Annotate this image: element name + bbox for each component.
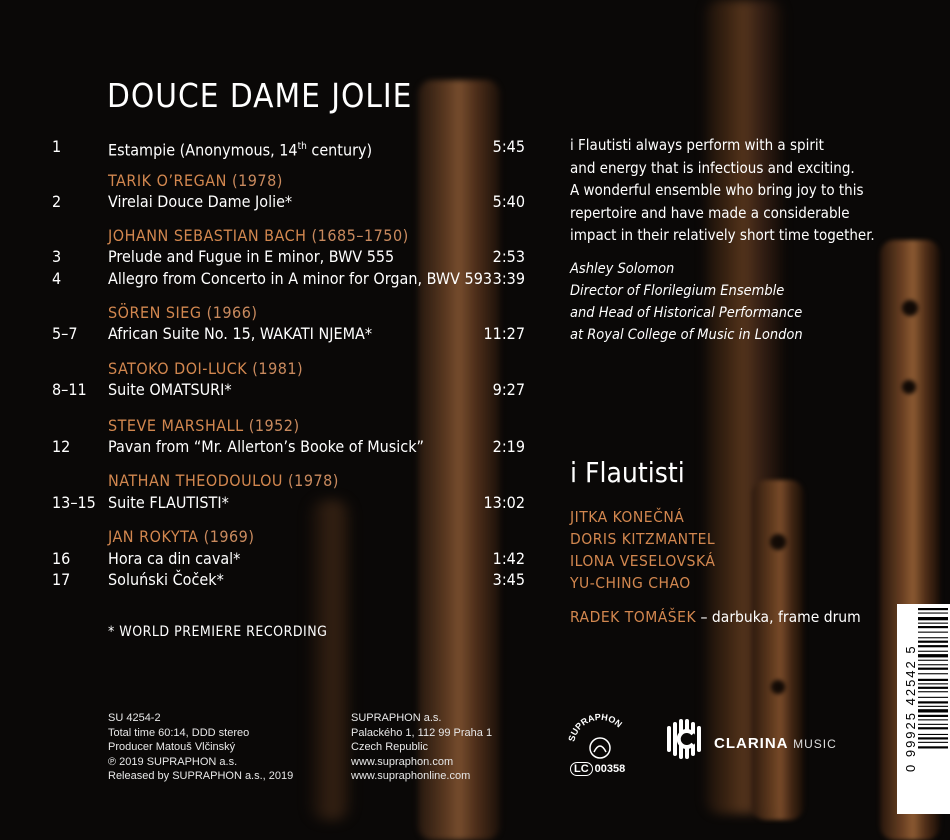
track-number: 4 bbox=[52, 269, 62, 288]
barcode-bars bbox=[918, 608, 948, 810]
quote-line: and energy that is infectious and exciting. bbox=[570, 158, 855, 177]
track-title: Suite OMATSURI* bbox=[108, 380, 232, 399]
track-duration: 3:39 bbox=[492, 269, 525, 288]
publisher-address bbox=[351, 711, 492, 784]
track-number: 16 bbox=[52, 549, 71, 568]
track-title: Hora ca din caval* bbox=[108, 549, 241, 568]
quote-line: repertoire and have made a considerable bbox=[570, 203, 850, 222]
ensemble-member: ILONA VESELOVSKÁ bbox=[570, 552, 716, 570]
track-number: 2 bbox=[52, 192, 62, 211]
track-title: Soluński Čoček* bbox=[108, 570, 224, 589]
composer-heading: NATHAN THEODOULOU (1978) bbox=[108, 471, 339, 490]
track-duration: 11:27 bbox=[483, 324, 525, 343]
track-title: African Suite No. 15, WAKATI NJEMA* bbox=[108, 324, 373, 343]
publisher-name: SUPRAPHON a.s. bbox=[351, 712, 442, 724]
barcode-digits: 0 99925 42542 5 bbox=[903, 644, 918, 772]
track-number: 5–7 bbox=[52, 324, 78, 343]
track-number: 13–15 bbox=[52, 493, 96, 512]
publisher-website: www.supraphon.com bbox=[351, 755, 454, 768]
quote-line: impact in their relatively short time together. bbox=[570, 226, 875, 244]
publisher-country: Czech Republic bbox=[351, 741, 429, 753]
track-title: Suite FLAUTISTI* bbox=[108, 493, 229, 512]
track-number: 8–11 bbox=[52, 380, 87, 399]
quote-attribution bbox=[570, 258, 803, 346]
premiere-note: * WORLD PREMIERE RECORDING bbox=[108, 624, 328, 640]
release-credits bbox=[108, 711, 293, 784]
composer-heading: SATOKO DOI-LUCK (1981) bbox=[108, 359, 304, 378]
track-duration: 13:02 bbox=[483, 493, 525, 512]
supraphon-logo bbox=[568, 712, 632, 764]
attribution-line: at Royal College of Music in London bbox=[570, 327, 803, 343]
composer-heading: TARIK O’REGAN (1978) bbox=[108, 171, 283, 190]
track-duration: 3:45 bbox=[492, 570, 525, 589]
copyright: ℗ 2019 SUPRAPHON a.s. bbox=[108, 755, 238, 768]
track-title: Estampie (Anonymous, 14th century) bbox=[108, 140, 373, 160]
composer-heading: JAN ROKYTA (1969) bbox=[108, 527, 255, 546]
composer-heading: STEVE MARSHALL (1952) bbox=[108, 416, 300, 435]
track-duration: 5:40 bbox=[492, 192, 525, 211]
composer-heading: JOHANN SEBASTIAN BACH (1685–1750) bbox=[108, 226, 409, 245]
press-quote bbox=[570, 134, 880, 247]
quote-line: A wonderful ensemble who bring joy to this bbox=[570, 181, 864, 199]
track-duration: 2:19 bbox=[492, 437, 525, 456]
track-number: 17 bbox=[52, 570, 71, 589]
attribution-line: and Head of Historical Performance bbox=[570, 305, 803, 321]
track-duration: 5:45 bbox=[492, 137, 525, 156]
track-number: 12 bbox=[52, 437, 71, 456]
track-number: 1 bbox=[52, 137, 62, 156]
quote-line: i Flautisti always perform with a spirit bbox=[570, 136, 824, 154]
album-title: DOUCE DAME JOLIE bbox=[107, 76, 413, 115]
guest-performer: RADEK TOMÁŠEK – darbuka, frame drum bbox=[570, 608, 861, 626]
publisher-store-website: www.supraphonline.com bbox=[351, 770, 471, 782]
clarina-logo-text: CLARINA MUSIC bbox=[714, 735, 837, 752]
release-note: Released by SUPRAPHON a.s., 2019 bbox=[108, 770, 294, 782]
track-title: Pavan from “Mr. Allerton’s Booke of Musick” bbox=[108, 437, 424, 456]
ensemble-member: JITKA KONEČNÁ bbox=[570, 508, 685, 526]
label-code: LC 00358 bbox=[570, 762, 625, 776]
track-duration: 2:53 bbox=[492, 247, 525, 266]
track-title: Prelude and Fugue in E minor, BWV 555 bbox=[108, 247, 395, 266]
track-duration: 1:42 bbox=[492, 549, 525, 568]
producer: Producer Matouš Vlčinský bbox=[108, 741, 236, 753]
track-title: Virelai Douce Dame Jolie* bbox=[108, 192, 293, 211]
track-title: Allegro from Concerto in A minor for Organ, BWV 593 bbox=[108, 269, 492, 288]
clarina-logo-icon bbox=[663, 716, 709, 766]
supraphon-logo-text: UPRAPHON bbox=[568, 712, 625, 738]
composer-heading: SÖREN SIEG (1966) bbox=[108, 303, 258, 322]
ensemble-member: DORIS KITZMANTEL bbox=[570, 530, 716, 548]
recorder-blurred bbox=[310, 500, 350, 820]
recorder-foreground bbox=[752, 480, 804, 820]
publisher-street: Palackého 1, 112 99 Praha 1 bbox=[351, 726, 493, 739]
total-time: Total time 60:14, DDD stereo bbox=[108, 726, 250, 739]
attribution-line: Director of Florilegium Ensemble bbox=[570, 283, 785, 299]
attribution-line: Ashley Solomon bbox=[570, 261, 675, 277]
ensemble-name: i Flautisti bbox=[570, 456, 685, 489]
track-duration: 9:27 bbox=[492, 380, 525, 399]
ensemble-member: YU-CHING CHAO bbox=[570, 574, 691, 592]
catalog-number: SU 4254-2 bbox=[108, 712, 161, 724]
track-number: 3 bbox=[52, 247, 62, 266]
